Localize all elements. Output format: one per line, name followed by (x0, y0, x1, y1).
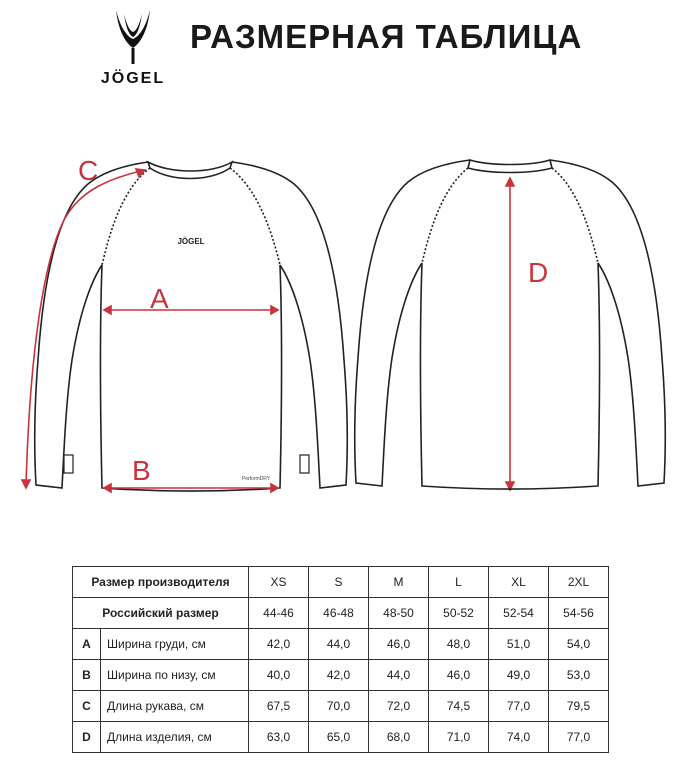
russian-size: 50-52 (429, 598, 489, 629)
table-cell: 53,0 (549, 660, 609, 691)
label-a: A (150, 283, 169, 314)
shirt-front (35, 162, 348, 491)
table-cell: 65,0 (309, 722, 369, 753)
table-row (73, 722, 609, 753)
shirt-tag-text: PerformDRY (241, 476, 271, 482)
table-cell: 46,0 (369, 629, 429, 660)
table-row (73, 567, 609, 598)
russian-size: 48-50 (369, 598, 429, 629)
page-title: РАЗМЕРНАЯ ТАБЛИЦА (190, 18, 583, 55)
table-cell: 44,0 (369, 660, 429, 691)
table-cell: 74,5 (429, 691, 489, 722)
russian-size: 46-48 (309, 598, 369, 629)
row-param: Ширина груди, см (101, 629, 249, 660)
russian-size: 52-54 (489, 598, 549, 629)
russian-size: 54-56 (549, 598, 609, 629)
table-cell: 40,0 (249, 660, 309, 691)
table-cell: 67,5 (249, 691, 309, 722)
row-param: Ширина по низу, см (101, 660, 249, 691)
row-letter: C (73, 691, 101, 722)
table-cell: 54,0 (549, 629, 609, 660)
brand-logo (88, 8, 178, 88)
label-b: B (132, 455, 151, 486)
table-cell: 42,0 (249, 629, 309, 660)
row-letter: D (73, 722, 101, 753)
table-row (73, 691, 609, 722)
size-header: S (309, 567, 369, 598)
table-row (73, 598, 609, 629)
row-param: Длина изделия, см (101, 722, 249, 753)
size-header: M (369, 567, 429, 598)
russian-size: 44-46 (249, 598, 309, 629)
size-header: 2XL (549, 567, 609, 598)
table-cell: 51,0 (489, 629, 549, 660)
table-cell: 42,0 (309, 660, 369, 691)
measurement-lines (22, 169, 514, 492)
size-header: XS (249, 567, 309, 598)
label-c: C (78, 155, 99, 186)
table-cell: 70,0 (309, 691, 369, 722)
jogel-emblem-icon (110, 8, 156, 66)
label-d: D (528, 257, 549, 288)
table-cell: 74,0 (489, 722, 549, 753)
table-row (73, 629, 609, 660)
size-table (72, 566, 609, 753)
shirt-diagram (0, 150, 674, 510)
table-cell: 46,0 (429, 660, 489, 691)
table-cell: 49,0 (489, 660, 549, 691)
row-letter: A (73, 629, 101, 660)
table-cell: 77,0 (549, 722, 609, 753)
manufacturer-size-label: Размер производителя (73, 567, 249, 598)
table-cell: 77,0 (489, 691, 549, 722)
size-header: XL (489, 567, 549, 598)
logo-text: JÖGEL (100, 70, 166, 87)
table-cell: 44,0 (309, 629, 369, 660)
table-cell: 63,0 (249, 722, 309, 753)
table-cell: 72,0 (369, 691, 429, 722)
table-cell: 79,5 (549, 691, 609, 722)
table-cell: 71,0 (429, 722, 489, 753)
size-header: L (429, 567, 489, 598)
russian-size-label: Российский размер (73, 598, 249, 629)
table-row (73, 660, 609, 691)
row-param: Длина рукава, см (101, 691, 249, 722)
table-cell: 68,0 (369, 722, 429, 753)
row-letter: B (73, 660, 101, 691)
shirt-logo-text: JÖGEL (177, 237, 205, 246)
table-cell: 48,0 (429, 629, 489, 660)
